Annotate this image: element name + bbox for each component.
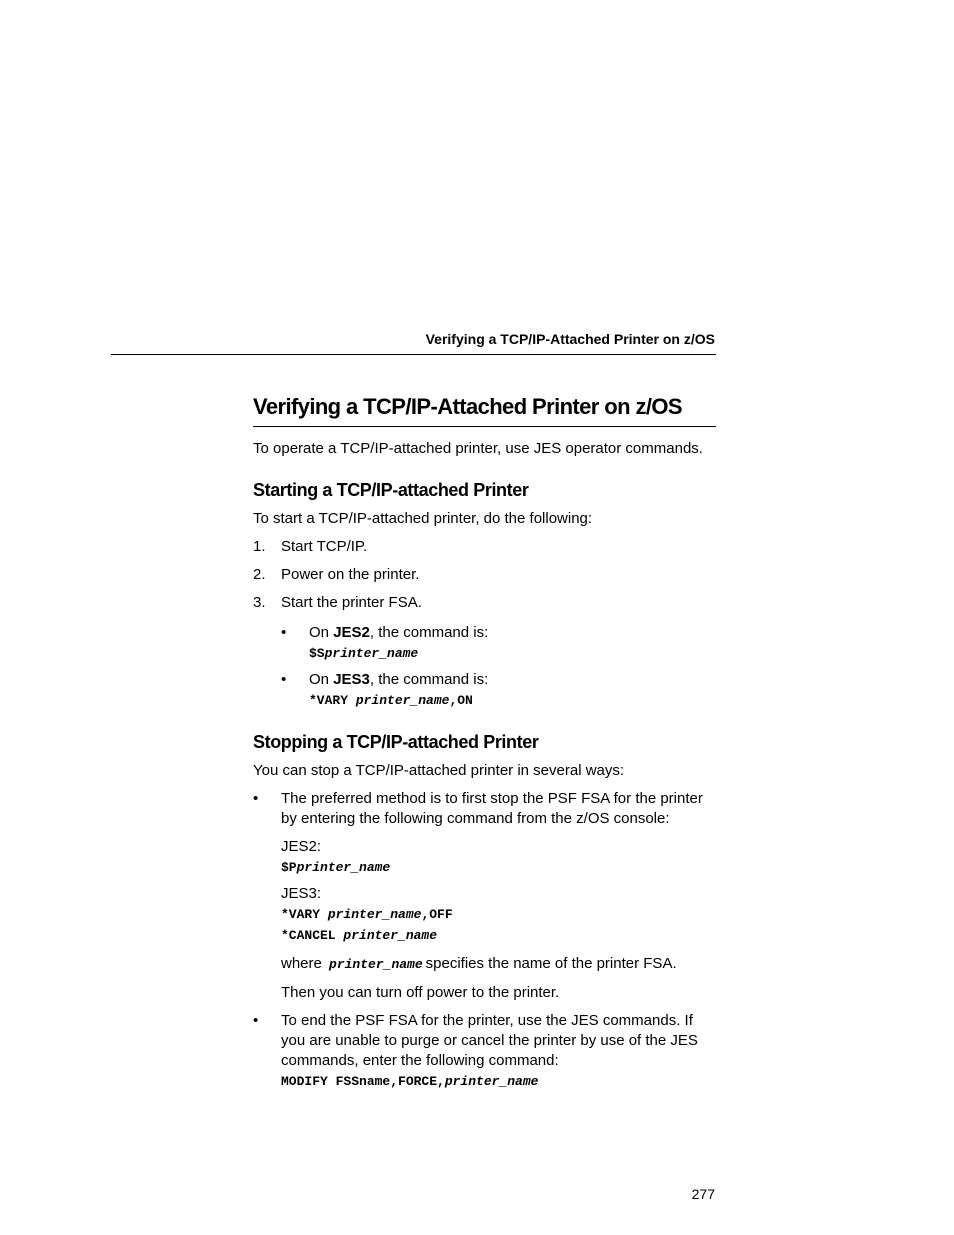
step-item [253,565,716,585]
jes3-start-text: On JES3, the command is: [309,671,489,688]
bullet-icon: • [281,671,287,688]
step-number: 1. [253,538,266,555]
page-number: 277 [691,1186,715,1202]
jes3-start-command: *VARY printer_name,ON [309,693,473,708]
step-number: 2. [253,566,266,583]
bullet-icon: • [253,790,259,807]
starting-intro: To start a TCP/IP-attached printer, do the following: [253,510,593,527]
jes3-cancel-command: *CANCEL printer_name [281,928,438,943]
bullet-icon: • [253,1012,259,1029]
section-title: Verifying a TCP/IP-Attached Printer on z/OS [253,393,716,427]
bullet-icon: • [281,624,287,641]
jes3-vary-command: *VARY printer_name,OFF [281,907,453,922]
stopping-heading: Stopping a TCP/IP-attached Printer [253,732,539,752]
jes2-label: JES2: [281,838,322,855]
jes3-start-bullet [253,670,716,711]
jes2-start-text: On JES2, the command is: [309,624,489,641]
jes2-start-command: $Sprinter_name [309,646,419,661]
intro-paragraph: To operate a TCP/IP-attached printer, use JES operator commands. [253,440,703,457]
jes3-stop-block [281,884,716,946]
starting-heading: Starting a TCP/IP-attached Printer [253,480,529,500]
end-fsa-bullet [253,1011,716,1092]
jes2-start-bullet [253,623,716,664]
modify-command: MODIFY FSSname,FORCE,printer_name [281,1074,539,1089]
stop-method-text: The preferred method is to first stop the PSF FSA for the printer by entering the following command from the z/OS console: [281,790,703,827]
then-text: Then you can turn off power to the printer. [281,984,560,1001]
end-fsa-text: To end the PSF FSA for the printer, use the JES commands. If you are unable to purge or cancel the printer by use of the JES commands, enter the following command: [281,1012,698,1069]
where-explanation: where printer_name specifies the name of the printer FSA. [281,955,677,972]
step-text: Start TCP/IP. [281,538,368,555]
step-item [253,537,716,557]
stopping-intro: You can stop a TCP/IP-attached printer in several ways: [253,762,625,779]
stop-method-bullet [253,789,716,1003]
page-body [253,393,716,1092]
jes2-stop-command: $Pprinter_name [281,860,391,875]
jes3-label: JES3: [281,885,322,902]
header-rule [111,354,716,355]
step-number: 3. [253,594,266,611]
running-header: Verifying a TCP/IP-Attached Printer on z/OS [425,331,715,347]
step-text: Power on the printer. [281,566,420,583]
jes2-stop-block [281,837,716,878]
step-item [253,593,716,613]
step-text: Start the printer FSA. [281,594,422,611]
